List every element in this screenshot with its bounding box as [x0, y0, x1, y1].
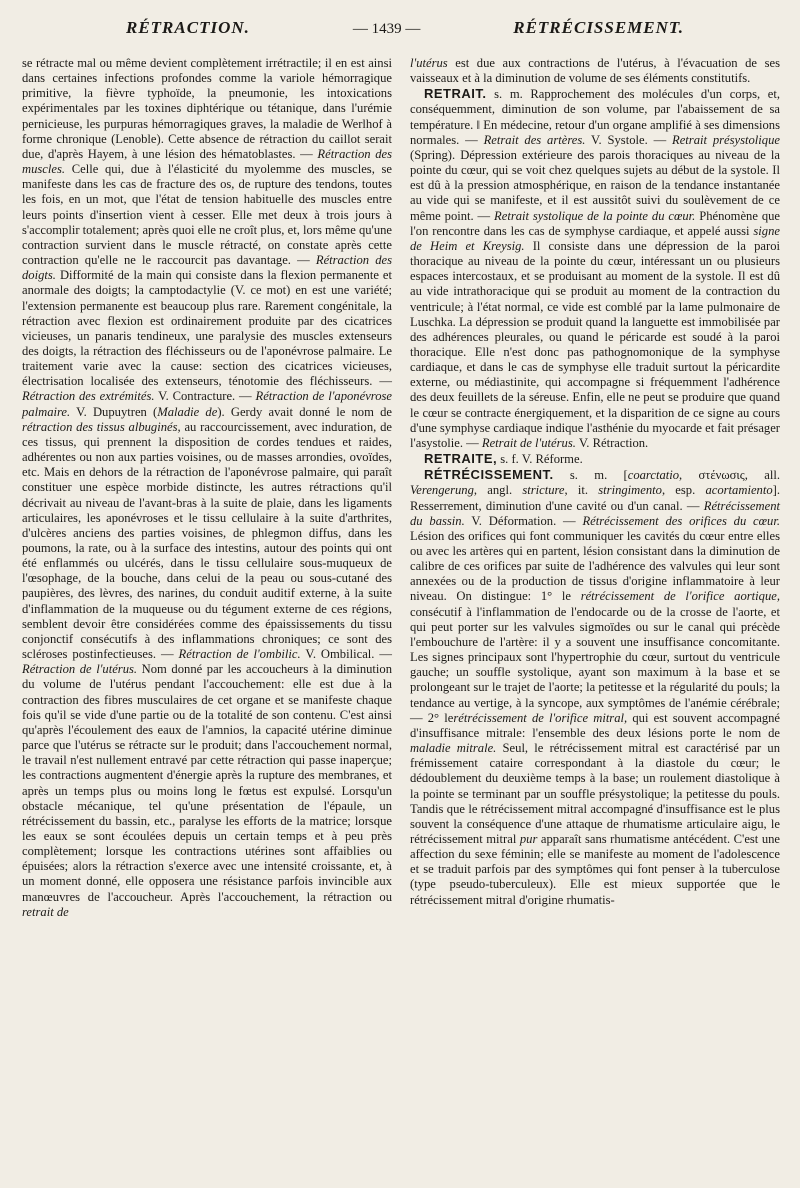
italic-term: Retrait présystolique — [672, 132, 780, 147]
headword-retrait: RETRAIT. — [424, 86, 487, 102]
italic-term: Maladie de — [157, 404, 218, 419]
italic-term: rétrécissement de l'orifice aortique, — [580, 589, 780, 604]
italic-term: signe de Heim et Kreysig. — [410, 223, 780, 253]
italic-term: Rétraction de l'ombilic. — [178, 647, 301, 662]
text-run: consécutif à l'inflammation de l'endocarde ou de la crosse de l'aorte, et qui peut porter sur les valvules sigmoïdes ou sur le canal qui précède l'embouchure de l'artère: il y a souvent une insuffisance concomitante. Les signes principaux sont l'hypertrophie du cœur, surtout du ventricule gauche; un souffle systolique, ayant son maximum à la base et se prolongeant sur le trajet de l'aorte; la petitesse et la régularité du pouls; la tendance au vertige, à la syncope, aux symptômes de l'anémie cérébrale; — 2° le — [410, 604, 780, 725]
italic-term: Rétraction des doigts. — [22, 253, 392, 283]
text-run: Il consiste dans une dépression de la paroi thoracique au niveau de la pointe du cœur, intéressant un ou plusieurs espaces intercostaux, et se produisant au moment de la systole. Il est dû au vide intrathoracique qui se produit au moment de la contraction du ventricule; à l'état normal, ce vide est comblé par la lame pulmonaire de Luschka. La dépression se produit quand la languette est immobilisée par des adhérences pleurales, ou quand le péricarde est soudé à la paroi thoracique. Elle n'est donc pas pathognomonique de la symphyse cardiaque, et dans le cas de symphyse elle traduit surtout la péricardite externe, ou médiastinite, qui accompagne si fréquemment l'adhérence des deux feuillets de la séreuse. Enfin, elle ne peut se produire que quand le cœur se contracte énergiquement, et la disparition de ce signe au cours d'une symphyse cardiaque indique l'asthénie du myocarde et fait présager l'asystolie. — — [410, 238, 780, 450]
text-run: Difformité de la main qui consiste dans la flexion permanente et anormale des doigts; la camptodactylie (V. ce mot) en est une variété; l'extension permanente est beaucoup plus rare. Rarement congénitale, la rétraction avec flexion est ordinairement produite par des cicatrices vicieuses, un panaris tendineux, une paralysie des muscles extenseurs des doigts, la rétraction des fléchisseurs ou de l'aponévrose palmaire. Le traitement varie avec la cause: section des cicatrices vicieuses, électrisation localisée des extenseurs, ténotomie des fléchisseurs. — — [22, 268, 392, 389]
italic-term: l'utérus — [410, 56, 448, 70]
italic-term: retrait de — [22, 904, 69, 919]
text-run: Phénomène que l'on rencontre dans les cas de symphyse cardiaque, et appelé aussi — [410, 208, 780, 238]
text-run: qui est souvent accompagné d'insuffisance mitrale: l'ensemble des deux lésions porte le nom de — [410, 710, 781, 740]
entry-retrait — [410, 86, 780, 451]
italic-term: coarctatio — [627, 468, 680, 483]
italic-term: Rétraction des muscles. — [22, 146, 392, 177]
text-run: Seul, le rétrécissement mitral est caractérisé par un frémissement cataire correspondant à la diastole du cœur; le dédoublement du deuxième temps à la base; un roulement diastolique à la pointe se terminant par un souffle présystolique; la petitesse du pouls. Tandis que le rétrécissement mitral accompagné d'insuffisance est le plus souvent la conséquence d'une attaque de rhumatisme articulaire aigu, le rétrécissement mitral — [410, 741, 780, 846]
text-run: V. Rétraction. — [578, 435, 649, 450]
left-column-text — [22, 56, 392, 920]
italic-term: Rétrécissement du bassin. — [410, 498, 780, 528]
italic-term: acortamiento — [705, 483, 773, 498]
text-run: V. Ombilical. — — [305, 647, 392, 662]
text-run: V. Dupuytren ( — [76, 404, 158, 419]
italic-term: Retrait des artères. — [483, 132, 586, 147]
text-run: (Spring). Dépression extérieure des parois thoraciques au niveau de la pointe du cœur, qui se voit chez quelques sujets au début de la systole. Il est dû à la pression atmosphérique, en raison de la tendance instantanée au vide qui se manifeste, et il est aussitôt suivi du soulèvement de ce même point. — — [410, 147, 780, 223]
running-header — [126, 18, 776, 48]
italic-term: maladie mitrale. — [410, 741, 497, 756]
text-run: s. m. [ — [569, 468, 628, 483]
utérus-continuation — [410, 56, 780, 86]
italic-term: rétrécissement de l'orifice mitral, — [453, 710, 628, 725]
italic-term: Retrait de l'utérus. — [481, 435, 576, 450]
text-run: Lésion des orifices qui font communiquer les cavités du cœur entre elles ou avec les artères qui en partent, lésion consistant dans la diminution de calibre de ces orifices par suite de l'adhérence des valvules qui leur sont annexées ou de la production de tissus d'origine inflammatoire à leur niveau. On distingue: 1° le — [410, 528, 780, 604]
header-left-word: RÉTRACTION. — [126, 18, 250, 37]
italic-term: stricture — [522, 483, 565, 498]
headword-retrecissement: RÉTRÉCISSEMENT. — [424, 467, 554, 483]
italic-term: Rétraction de l'utérus. — [22, 662, 138, 677]
text-run: au raccourcissement, avec induration, de ces tissus, qui prennent la disposition de cordes tendues et raides, adhérentes ou non aux parties voisines, ou de masses arrondies, ovoïdes, etc. Mais en dehors de la rétraction de l'aponévrose palmaire, qui paraît constituer une espèce morbide distincte, les autres rétractions qu'il décrivait au niveau de l'avant-bras à la suite de plaie, dans les ligaments articulaires, les aponévroses et le tissu cellulaire à la suite d'arthrites, d'ulcères anciens des parties voisines, de phlegmon diffus, dans les poumons, la rate, ou à la surface des intestins, autour des points qui ont été enflammés ou ulcérés, dans le tissu cellulaire sous-muqueux de l'œsophage, de la bouche, dans celui de la peau ou sous-cutané des paupières, des lèvres, des narines, du conduit auditif externe, à la suite d'inflammation de la muqueuse ou du tégument externe de ces régions, semblent devoir être considérées comme des épaississements du tissu conjonctif consécutifs à des inflammations chroniques; ce sont des scléroses postinfectieuses. — — [22, 419, 392, 662]
text-run: , angl. — [473, 483, 513, 498]
text-run: Nom donné par les accoucheurs à la diminution du volume de l'utérus pendant l'accouchement: elle est due à la contraction des fibres musculaires de cet organe et se manifeste chaque fois qu'il se vide d'une partie ou de la totalité de son contenu. C'est ainsi qu'après l'écoulement des eaux de l'amnios, la capacité utérine diminue parce que l'utérus se rétracte sur le produit; dans l'accouchement normal, le travail n'est nullement entravé par cette rétraction qui passe inaperçue; les contractions augmentent d'énergie après la rupture des membranes, et après un temps plus ou moins long le fœtus est expulsé. Lorsqu'un obstacle mécanique, tel qu'une présentation de l'épaule, un rétrécissement du bassin, etc., paralyse les efforts de la matrice; lorsque les eaux se sont écoulées depuis un certain temps et à peu près complètement; lorsque les contractions utérines sont affaiblies ou épuisées; alors la rétraction s'exerce avec une intensité croissante, et, à un moment donné, elle opposera une résistance parfois invincible aux manœuvres de l'accoucheur. Après l'accouchement, la rétraction ou — [22, 662, 392, 904]
text-run: , it. — [564, 483, 589, 498]
italic-term: stringimento — [598, 483, 662, 498]
italic-term: pur — [519, 831, 538, 846]
italic-term: Rétraction de l'aponévrose palmaire. — [22, 389, 393, 419]
text-run: s. m. Rapprochement des molécules d'un corps, et, conséquemment, diminution de son volume, par l'abaissement de sa température. ‖ En médecine, retour d'un organe amplifié à ses dimensions normales. — — [410, 87, 780, 147]
text-run: apparaît sans rhumatisme antécédent. C'est une affection du sexe féminin; elle se manifeste au moment de l'adolescence et se traduit parfois par des symptômes qui font penser à la tuberculose (type pseudo-tuberculeux). Elle est mieux supportée que le rétrécissement mitral d'origine rhumatis- — [410, 831, 781, 907]
text-run: , στένωσις, all. — [679, 468, 780, 483]
italic-term: Rétrécissement des orifices du cœur. — [582, 513, 780, 528]
entry-retraite — [410, 451, 780, 467]
headword-retraite: RETRAITE, — [424, 451, 498, 467]
text-run: V. Contracture. — — [158, 389, 252, 404]
header-right-word: RÉTRÉCISSEMENT. — [513, 18, 684, 37]
left-column — [22, 56, 392, 920]
text-run: se rétracte mal ou même devient complètement irrétractile; il en est ainsi dans certaines infections profondes comme la variole hémorragique primitive, la fièvre typhoïde, la pneumonie, les intoxications expérimentales par les toxines diphtérique ou tétanique, dans l'urémie pernicieuse, les purpuras hémorragiques graves, la maladie de Werlhof à forme chronique (Lenoble). Cette absence de rétraction du caillot serait due, d'après Hayem, à une lésion des hématoblastes. — — [22, 56, 392, 161]
italic-term: Verengerung — [410, 483, 474, 498]
page-number: — 1439 — — [352, 21, 421, 37]
two-column-body — [22, 56, 780, 920]
text-run: , esp. — [661, 483, 696, 498]
text-run: s. f. V. Réforme. — [500, 452, 583, 467]
italic-term: Rétraction des extrémités. — [22, 389, 155, 404]
entry-retrecissement — [410, 467, 780, 908]
text-run: V. Systole. — — [591, 132, 667, 147]
text-run: ]. Resserrement, diminution d'une cavité ou d'un canal. — — [410, 483, 780, 513]
italic-term: rétraction des tissus albuginés, — [22, 419, 181, 434]
right-column — [410, 56, 780, 920]
text-run: est due aux contractions de l'utérus, à l'évacuation de ses vaisseaux et à la diminution de volume de ses éléments constitutifs. — [410, 56, 780, 86]
italic-term: Retrait systolique de la pointe du cœur. — [494, 208, 696, 223]
text-run: ). Gerdy avait donné le nom de — [217, 404, 392, 419]
text-run: Celle qui, due à l'élasticité du myolemme des muscles, se manifeste dans les cas de fracture des os, de rupture des tendons, toutes les fois, en un mot, que l'état de tension habituelle des muscles entre leurs points d'insertion vient à cesser. Elle met deux à trois jours à s'accomplir totalement; après quoi elle ne croît plus, et, lors même qu'une contraction survient dans le muscle rétracté, on constate après cette contraction qu'elle ne le raccourcit pas davantage. — — [22, 162, 393, 268]
text-run: V. Déformation. — — [471, 513, 576, 528]
